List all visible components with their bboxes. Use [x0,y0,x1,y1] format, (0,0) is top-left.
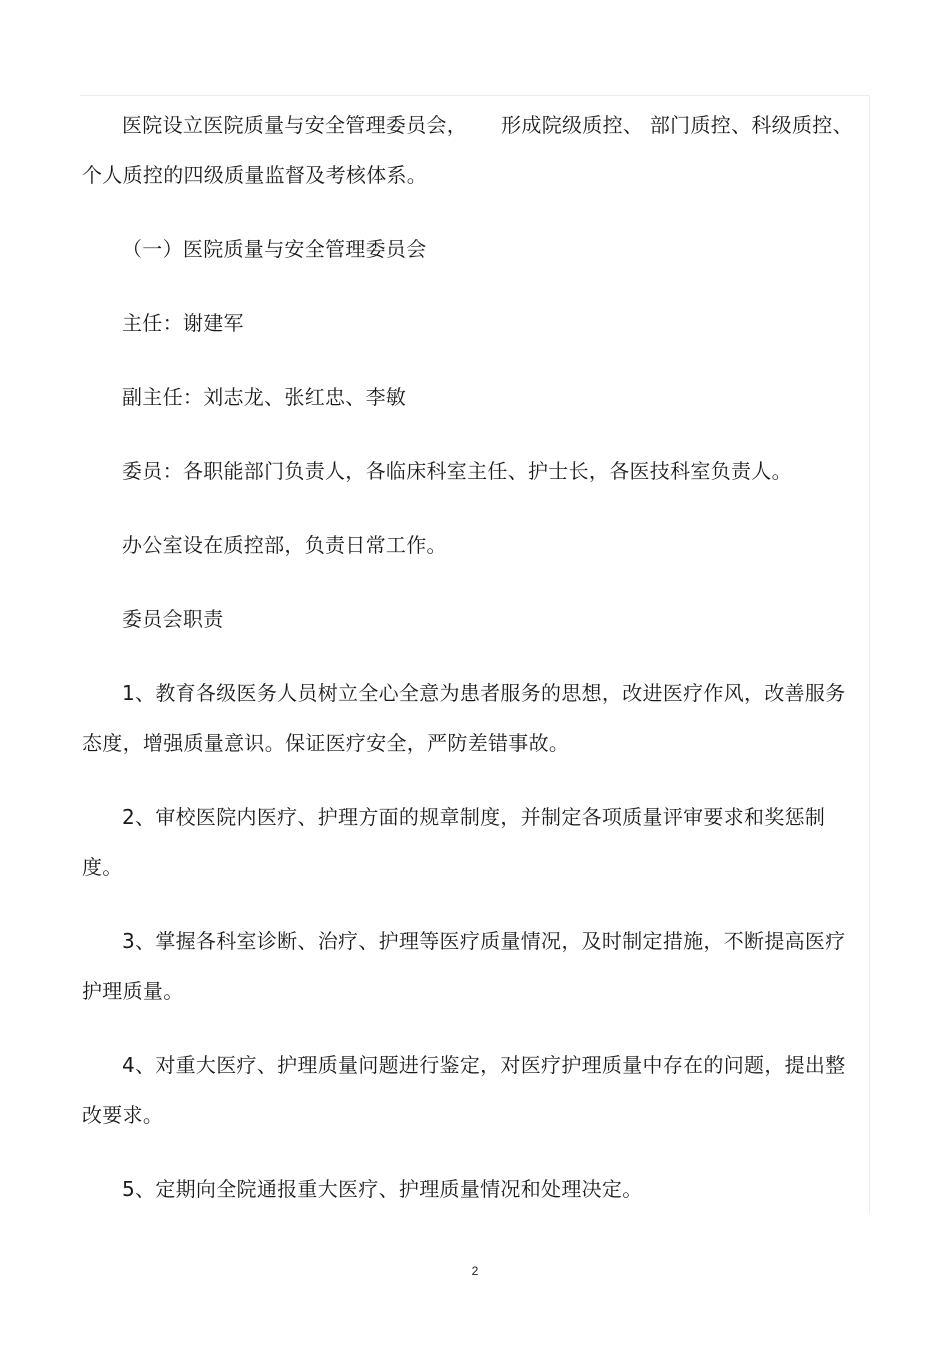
intro-paragraph [82,100,858,200]
section-heading: （一）医院质量与安全管理委员会 [122,237,427,261]
office-line: 办公室设在质控部，负责日常工作。 [122,533,447,557]
duty-item-3: 3、掌握各科室诊断、治疗、护理等医疗质量情况，及时制定措施，不断提高医疗护理质量。 [82,929,846,1003]
duty-item-1: 1、教育各级医务人员树立全心全意为患者服务的思想，改进医疗作风，改善服务态度，增强质量意识。保证医疗安全，严防差错事故。 [82,681,846,755]
intro-text-part2: 形成院级质控、 部门质控、科级质控、个人质控的四级质量监督及考核体系。 [82,113,853,187]
duties-heading: 委员会职责 [122,607,224,631]
director-line: 主任：谢建军 [122,311,244,335]
page-number: 2 [471,1264,479,1278]
deputy-directors-line: 副主任：刘志龙、张红忠、李敏 [122,385,407,409]
duty-item-5: 5、定期向全院通报重大医疗、护理质量情况和处理决定。 [122,1177,643,1201]
intro-text-part1: 医院设立医院质量与安全管理委员会， [122,113,468,137]
duty-item-2: 2、审校医院内医疗、护理方面的规章制度，并制定各项质量评审要求和奖惩制度。 [82,805,826,879]
members-line: 委员：各职能部门负责人，各临床科室主任、护士长，各医技科室负责人。 [122,459,792,483]
document-body [82,100,858,1238]
duty-item-4: 4、对重大医疗、护理质量问题进行鉴定，对医疗护理质量中存在的问题，提出整改要求。 [82,1053,846,1127]
